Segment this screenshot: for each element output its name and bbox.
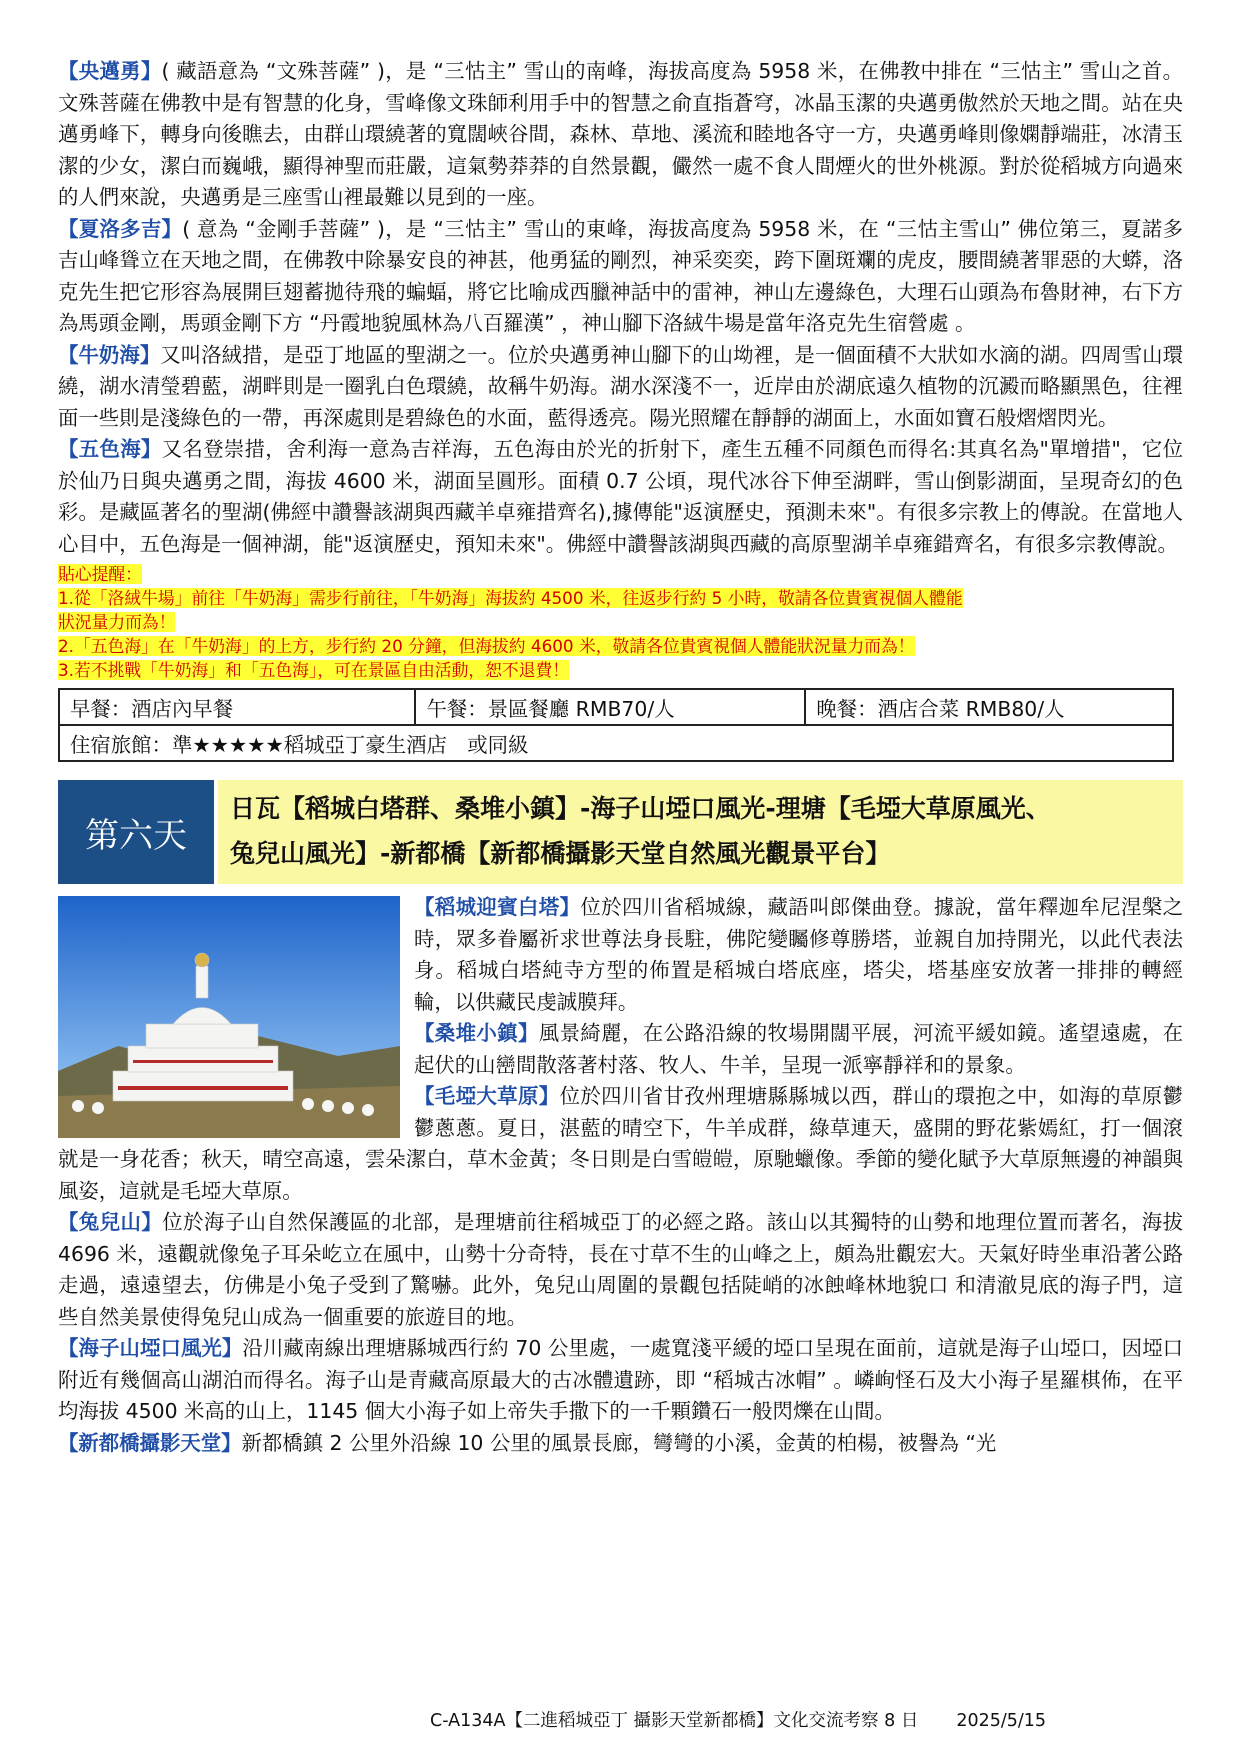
day-title [218, 780, 1183, 884]
section-label: 【毛埡大草原】 [414, 1084, 560, 1108]
section-label: 【海子山埡口風光】 [58, 1336, 243, 1360]
section-label: 【新都橋攝影天堂】 [58, 1430, 242, 1455]
section-text: 沿川藏南線出理塘縣城西行約 70 公里處，一處寬淺平緩的埡口呈現在面前，這就是海子山埡口，因埡口附近有幾個高山湖泊而得名。海子山是青藏高原最大的古冰體遺跡，即 “稻城古冰帽” 。嶙峋怪石及大小海子星羅棋佈，在平均海拔 4500 米高的山上，1145 個大小海子如上帝失手撒下的一千顆鑽石一般閃爍在山間。 [58, 1336, 1184, 1423]
paragraph-xinduqiao [58, 1428, 1183, 1460]
section-label: 【稻城迎賓白塔】 [414, 895, 581, 919]
section-text: 新都橋鎮 2 公里外沿線 10 公里的風景長廊，彎彎的小溪，金黃的柏楊，被譽為 “光 [241, 1430, 997, 1455]
section-label: 【五色海】 [58, 437, 162, 461]
paragraph-yangmaiyong [58, 56, 1183, 214]
section-label: 【央邁勇】 [58, 59, 162, 83]
lunch-cell: 午餐：景區餐廳 RMB70/人 [415, 689, 805, 725]
section-text: ( 藏語意為 “文殊菩薩” )，是 “三怙主” 雪山的南峰，海拔高度為 5958 米，在佛教中排在 “三怙主” 雪山之首。文殊菩薩在佛教中是有智慧的化身，雪峰像文珠師利用手中的智慧之俞直指蒼穹，冰晶玉潔的央邁勇傲然於天地之間。站在央邁勇峰下，轉身向後瞧去，由群山環繞著的寬闊峽谷間，森林、草地、溪流和睦地各守一方，央邁勇峰則像嫻靜端莊，冰清玉潔的少女，潔白而巍峨，顯得神聖而莊嚴，這氣勢莽莽的自然景觀，儼然一處不食人間煙火的世外桃源。對於從稻城方向過來的人們來說，央邁勇是三座雪山裡最難以見到的一座。 [58, 59, 1184, 209]
section-text: 位於四川省稻城線，藏語叫郎傑曲登。據說，當年釋迦牟尼涅槃之時，眾多眷屬祈求世尊法身長駐，佛陀變矚修尊勝塔，並親自加持開光，以此代表法身。稻城白塔純寺方型的佈置是稻城白塔底座，塔尖，塔基座安放著一排排的轉經輪，以供藏民虔誠膜拜。 [414, 895, 1183, 1014]
day-title-line: 兔兒山風光】-新都橋【新都橋攝影天堂自然風光觀景平台】 [230, 839, 891, 868]
section-text: 又叫洛絨措，是亞丁地區的聖湖之一。位於央邁勇神山腳下的山坳裡，是一個面積不大狀如水滴的湖。四周雪山環繞，湖水清瑩碧藍，湖畔則是一圈乳白色環繞，故稱牛奶海。湖水深淺不一，近岸由於湖底遠久植物的沉澱而略顯黑色，往裡面一些則是淺綠色的一帶，再深處則是碧綠色的水面，藍得透亮。陽光照耀在靜靜的湖面上，水面如寶石般熠熠閃光。 [58, 342, 1183, 430]
section-text: ( 意為 “金剛手菩薩” )，是 “三怙主” 雪山的東峰，海拔高度為 5958 米，在 “三怙主雪山” 佛位第三，夏諾多吉山峰聳立在天地之間，在佛教中除暴安良的神甚，他勇猛的剛烈，神采奕奕，跨下圍斑斕的虎皮，腰間繞著罪惡的大蟒，洛克先生把它形容為展開巨翅蓄拋待飛的蝙蝠，將它比喻成西臘神話中的雷神，神山左邊綠色，大理石山頭為布魯財神，右下方為馬頭金剛，馬頭金剛下方 “丹霞地貌風林為八百羅漢” ，神山腳下洛絨牛場是當年洛克先生宿營處 。 [58, 216, 1184, 335]
section-label: 【桑堆小鎮】 [414, 1021, 539, 1045]
paragraph-milk-lake [58, 340, 1183, 435]
day-header [58, 780, 1183, 884]
section-text: 又名登崇措，舍利海一意為吉祥海，五色海由於光的折射下，產生五種不同顏色而得名:其真名為"單增措"，它位於仙乃日與央邁勇之間，海拔 4600 米，湖面呈圓形。面積 0.7 公頃，現代冰谷下伸至湖畔，雪山倒影湖面，呈現奇幻的色彩。是藏區著名的聖湖(佛經中讚譽該湖與西藏羊卓雍措齊名),據傳能"返演歷史，預測未來"。有很多宗教上的傳說。在當地人心目中，五色海是一個神湖，能"返演歷史，預知未來"。佛經中讚譽該湖與西藏的高原聖湖羊卓雍錯齊名，有很多宗教傳說。 [58, 437, 1184, 556]
notice-box [58, 562, 1183, 682]
day-title-line: 日瓦【稻城白塔群、桑堆小鎮】-海子山埡口風光-理塘【毛埡大草原風光、 [230, 794, 1051, 823]
dinner-cell: 晚餐：酒店合菜 RMB80/人 [805, 689, 1173, 725]
section-label: 【夏洛多吉】 [58, 216, 183, 241]
day-badge: 第六天 [58, 780, 214, 884]
white-pagoda-photo [58, 896, 400, 1138]
day-content [58, 892, 1183, 1459]
notice-line: 1.從「洛絨牛場」前往「牛奶海」需步行前往，「牛奶海」海拔約 4500 米，往返步行約 5 小時，敬請各位貴賓視個人體能 [58, 588, 963, 608]
section-label: 【兔兒山】 [58, 1210, 163, 1234]
section-text: 風景綺麗，在公路沿線的牧場開闊平展，河流平緩如鏡。遙望遠處，在起伏的山巒間散落著村落、牧人、牛羊，呈現一派寧靜祥和的景象。 [414, 1021, 1184, 1077]
section-text: 位於海子山自然保護區的北部，是理塘前往稻城亞丁的必經之路。該山以其獨特的山勢和地理位置而著名，海拔 4696 米，遠觀就像兔子耳朵屹立在風中，山勢十分奇特，長在寸草不生的山峰之上，頗為壯觀宏大。天氣好時坐車沿著公路走過，遠遠望去，仿佛是小兔子受到了驚嚇。此外，兔兒山周圍的景觀包括陡峭的冰蝕峰林地貌口 和清澈見底的海子門，這些自然美景使得兔兒山成為一個重要的旅遊目的地。 [58, 1210, 1184, 1329]
paragraph-rabbit-mountain [58, 1207, 1183, 1333]
section-label: 【牛奶海】 [58, 342, 161, 367]
notice-line: 2.「五色海」在「牛奶海」的上方，步行約 20 分鐘，但海拔約 4600 米，敬請各位貴賓視個人體能狀況量力而為！ [58, 636, 915, 656]
meals-table [58, 688, 1174, 762]
notice-line: 3.若不挑戰「牛奶海」和「五色海」，可在景區自由活動，恕不退費！ [58, 660, 570, 680]
page [58, 56, 1183, 1459]
paragraph-haizishan-pass [58, 1333, 1183, 1428]
notice-title: 貼心提醒： [58, 564, 142, 584]
footer-code: C-A134A【二進稻城亞丁 攝影天堂新都橋】文化交流考察 8 日 [430, 1711, 919, 1731]
notice-line: 狀況量力而為！ [58, 612, 176, 632]
paragraph-xialuoduoji [58, 214, 1183, 340]
footer-date: 2025/5/15 [956, 1711, 1047, 1731]
page-footer [430, 1707, 1046, 1732]
paragraph-five-color-lake [58, 434, 1183, 560]
breakfast-cell: 早餐：酒店內早餐 [59, 689, 415, 725]
hotel-cell: 住宿旅館：準★★★★★稻城亞丁豪生酒店 或同級 [59, 725, 1173, 761]
section-text: 位於四川省甘孜州理塘縣縣城以西，群山的環抱之中，如海的草原鬱鬱蔥蔥。夏日，湛藍的晴空下，牛羊成群，綠草連天，盛開的野花紫嫣紅，打一個滾就是一身花香；秋天，晴空高遠，雲朵潔白，草木金黃；冬日則是白雪皚皚，原馳蠟像。季節的變化賦予大草原無邊的神韻與風姿，這就是毛埡大草原。 [58, 1084, 1183, 1203]
